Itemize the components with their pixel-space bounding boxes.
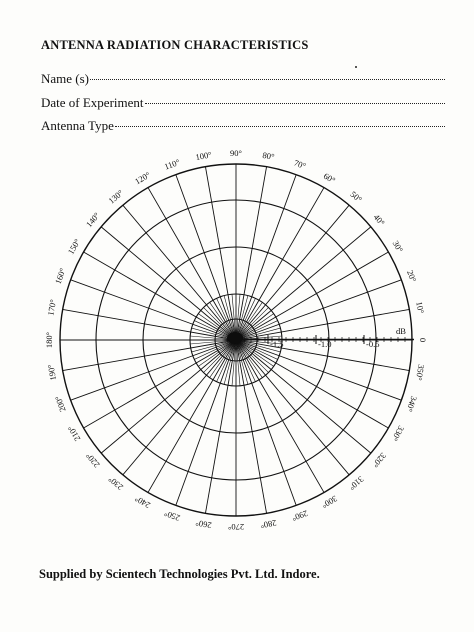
- page-title: ANTENNA RADIATION CHARACTERISTICS: [41, 38, 309, 52]
- angle-label-280: 280°: [259, 517, 278, 531]
- angle-label-220: 220°: [83, 450, 102, 470]
- angle-label-180: 180°: [43, 331, 54, 349]
- angle-label-130: 130°: [106, 187, 126, 206]
- angle-label-120: 120°: [132, 169, 152, 187]
- angle-label-240: 240°: [132, 493, 152, 511]
- angle-label-140: 140°: [83, 210, 102, 230]
- angle-label-210: 210°: [65, 424, 83, 444]
- angle-label-100: 100°: [194, 149, 213, 163]
- angle-label-40: 40°: [371, 211, 387, 228]
- polar-center: [227, 332, 243, 344]
- db-tick-label: -1.5: [270, 339, 284, 349]
- angle-label-350: 350°: [413, 363, 427, 382]
- angle-label-80: 80°: [261, 149, 276, 162]
- angle-label-90: 90°: [230, 147, 242, 158]
- hub-dot: [227, 332, 243, 344]
- angle-label-250: 250°: [162, 508, 182, 524]
- angle-label-20: 20°: [405, 268, 419, 284]
- antenna-type-label: Antenna Type: [41, 118, 114, 133]
- angle-label-110: 110°: [162, 156, 182, 172]
- angle-label-270: 270°: [227, 522, 245, 533]
- angle-label-60: 60°: [321, 170, 338, 186]
- angle-label-10: 10°: [414, 300, 427, 315]
- angle-label-300: 300°: [320, 493, 340, 511]
- angle-label-200: 200°: [52, 394, 68, 414]
- angle-label-150: 150°: [65, 236, 83, 256]
- angle-label-0: 0: [418, 337, 429, 343]
- angle-label-260: 260°: [194, 517, 213, 531]
- angle-label-50: 50°: [348, 189, 365, 205]
- angle-label-230: 230°: [106, 474, 126, 493]
- angle-label-30: 30°: [390, 238, 406, 255]
- angle-label-190: 190°: [45, 363, 59, 382]
- db-unit-label: dB: [396, 326, 406, 336]
- angle-label-320: 320°: [370, 450, 389, 470]
- db-tick-label: -0.5: [366, 339, 380, 349]
- name-label: Name (s): [41, 71, 90, 86]
- angle-label-330: 330°: [389, 424, 407, 444]
- db-tick-label: -1.0: [318, 339, 332, 349]
- angle-label-290: 290°: [290, 508, 310, 524]
- supplier-footer: Supplied by Scientech Technologies Pvt. Ltd. Indore.: [39, 567, 320, 581]
- angle-label-170: 170°: [45, 298, 59, 317]
- angle-label-160: 160°: [52, 266, 68, 286]
- angle-label-310: 310°: [346, 474, 366, 493]
- angle-label-70: 70°: [292, 157, 308, 171]
- date-label: Date of Experiment: [41, 95, 144, 110]
- angle-label-340: 340°: [404, 394, 420, 414]
